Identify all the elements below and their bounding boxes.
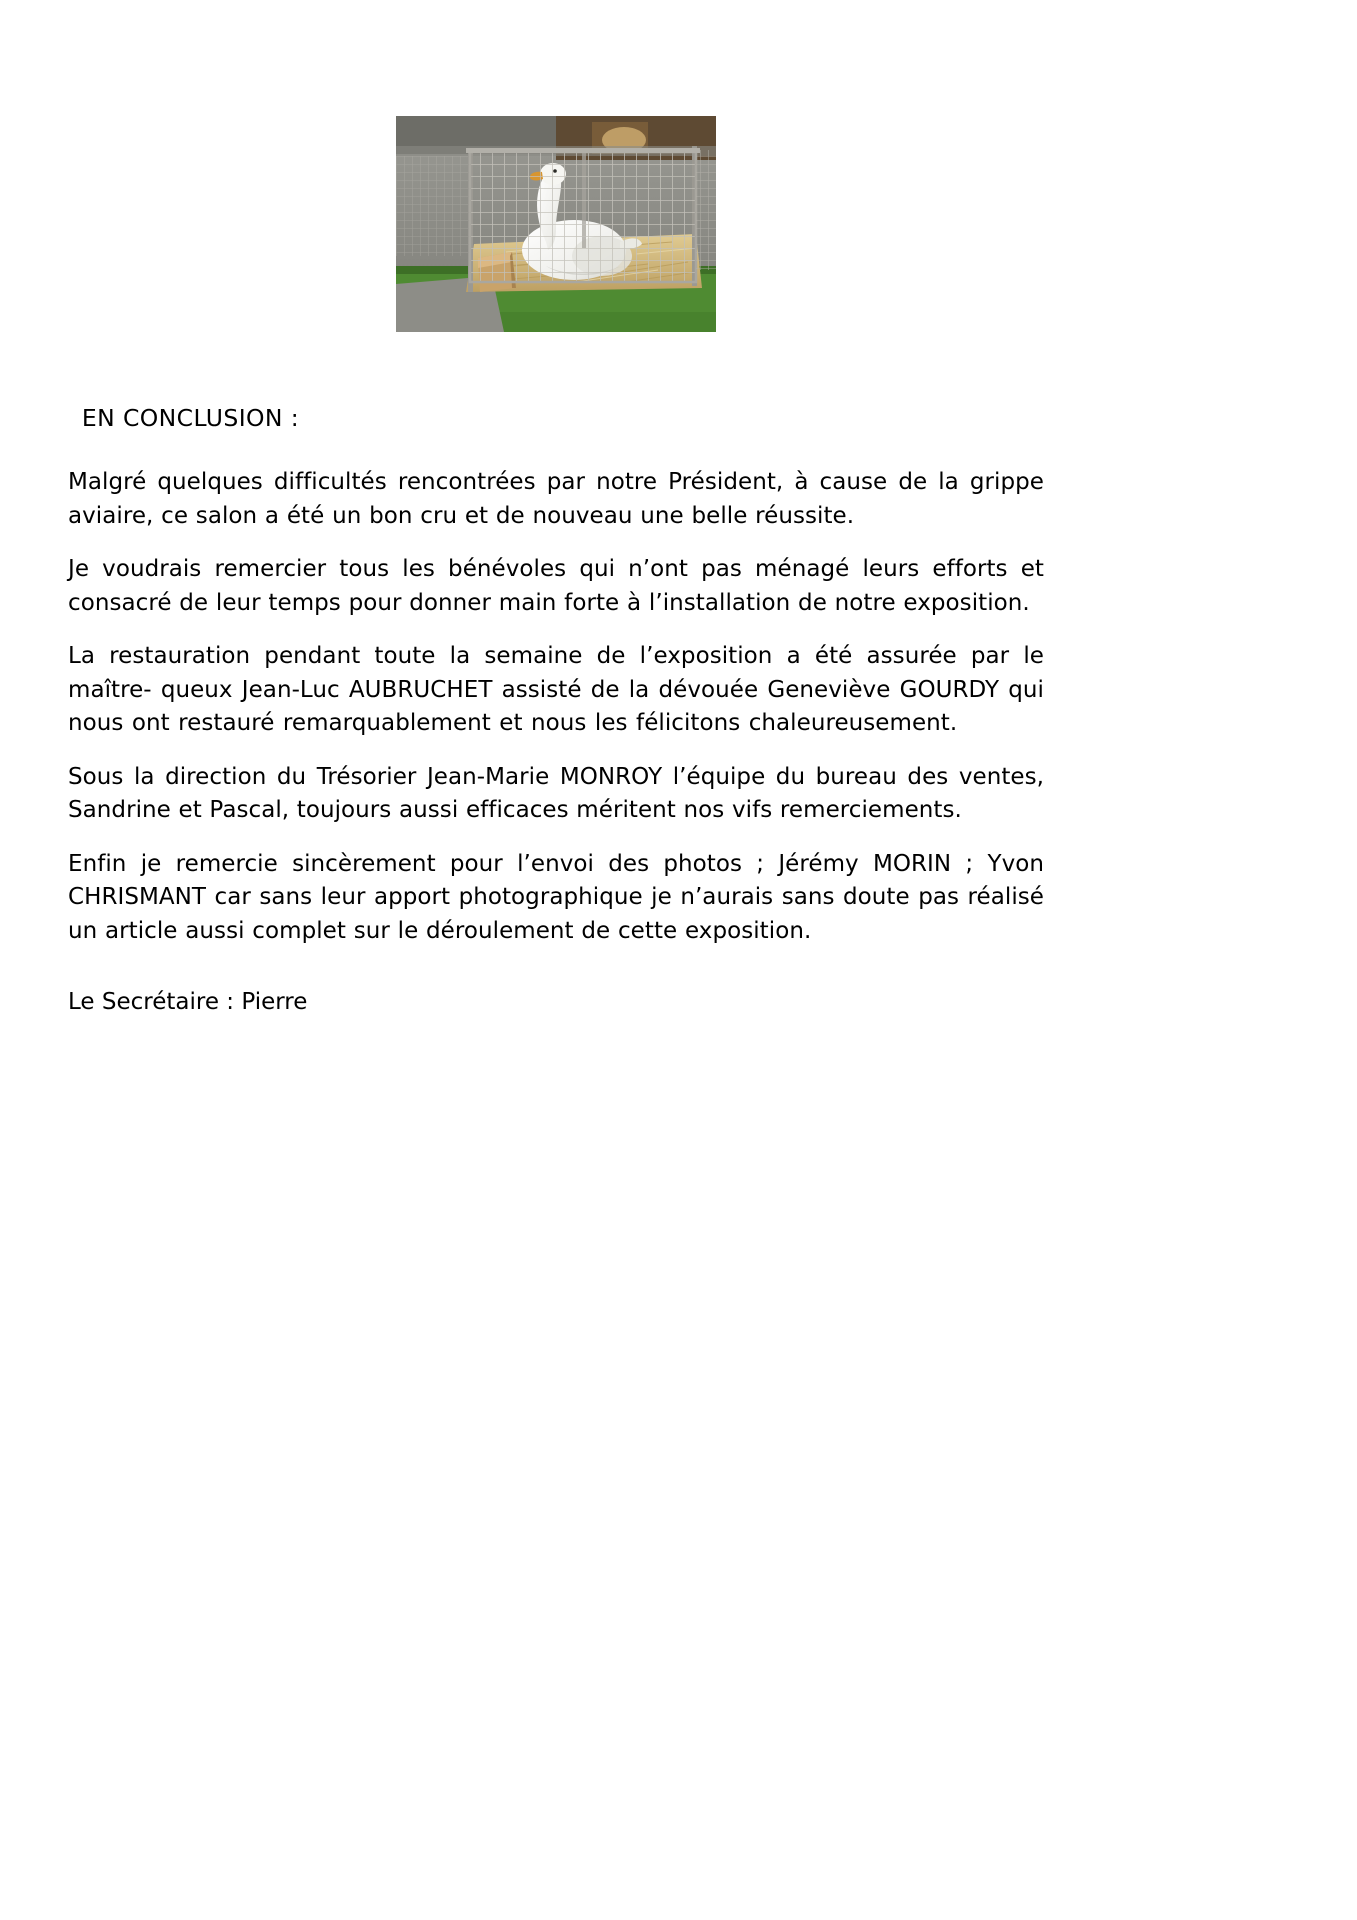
- paragraph-photos-credit: Enfin je remercie sincèrement pour l’envoi des photos ; Jérémy MORIN ; Yvon CHRISMANT car sans leur apport photographique je n’aurais sans doute pas réalisé un article aussi complet sur le déroulement de cette exposition.: [68, 850, 1044, 944]
- page-title: EN CONCLUSION :: [74, 404, 300, 432]
- goose-in-cage-photo: [396, 116, 716, 332]
- paragraph-conclusion-intro: Malgré quelques difficultés rencontrées par notre Président, à cause de la grippe aviaire, ce salon a été un bon cru et de nouveau une belle réussite.: [68, 469, 1044, 529]
- paragraph-thanks-volunteers: Je voudrais remercier tous les bénévoles qui n’ont pas ménagé leurs efforts et consacré de leur temps pour donner main forte à l’installation de notre exposition.: [68, 556, 1044, 616]
- paragraph-sales-office: Sous la direction du Trésorier Jean-Marie MONROY l’équipe du bureau des ventes, Sandrine et Pascal, toujours aussi efficaces méritent nos vifs remerciements.: [68, 763, 1044, 824]
- report-text: [68, 404, 1044, 1020]
- exhibition-photo: [396, 116, 716, 332]
- signature-line: Le Secrétaire : Pierre: [68, 989, 308, 1016]
- paragraph-catering: La restauration pendant toute la semaine de l’exposition a été assurée par le maître- queux Jean-Luc AUBRUCHET assisté de la dévouée Geneviève GOURDY qui nous ont restauré remarquablement et nous les félicitons chaleureusement.: [68, 643, 1044, 737]
